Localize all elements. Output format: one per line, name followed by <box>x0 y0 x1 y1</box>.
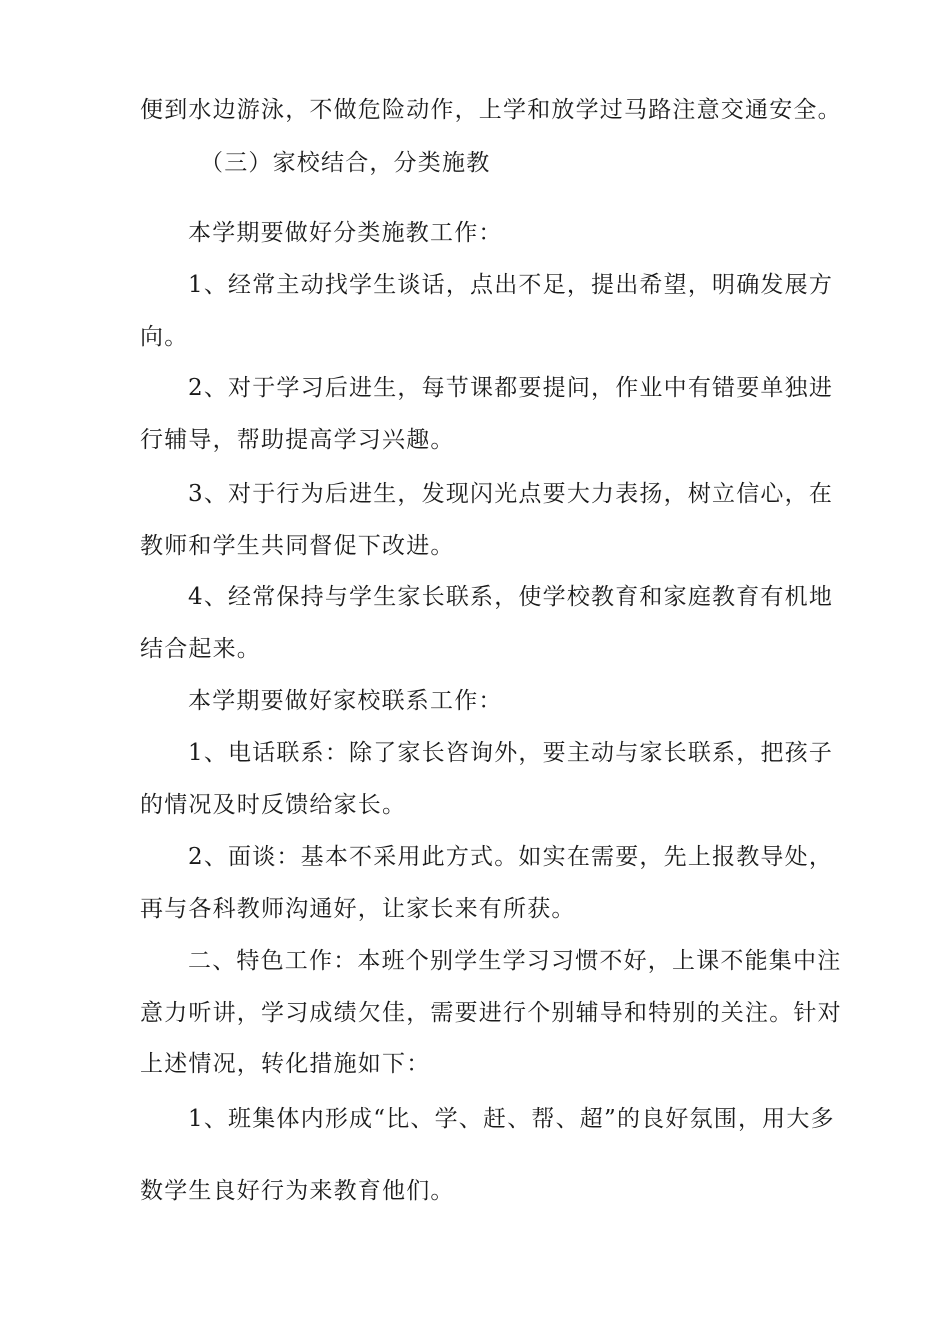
list-item-text: 1、班集体内形成“比、学、赶、帮、超”的良好氛围，用大多 <box>188 1106 835 1132</box>
list-item-continuation: 行辅导，帮助提高学习兴趣。 <box>140 427 455 453</box>
paragraph-intro: 本学期要做好家校联系工作： <box>188 688 503 714</box>
list-item-continuation: 教师和学生共同督促下改进。 <box>140 533 455 559</box>
list-item-text: 4、经常保持与学生家长联系，使学校教育和家庭教育有机地 <box>188 584 834 610</box>
list-item-continuation: 再与各科教师沟通好，让家长来有所获。 <box>140 896 576 922</box>
list-item-continuation: 结合起来。 <box>140 636 261 662</box>
body-text-line: 便到水边游泳，不做危险动作，上学和放学过马路注意交通安全。 <box>140 97 842 123</box>
list-item-continuation: 的情况及时反馈给家长。 <box>140 792 407 818</box>
list-item-continuation: 向。 <box>140 324 189 350</box>
list-item-text: 1、经常主动找学生谈话，点出不足，提出希望，明确发展方 <box>188 272 834 298</box>
paragraph-continuation: 意力听讲，学习成绩欠佳，需要进行个别辅导和特别的关注。针对 <box>140 1000 842 1026</box>
paragraph-intro: 本学期要做好分类施教工作： <box>188 220 503 246</box>
list-item-text: 3、对于行为后进生，发现闪光点要大力表扬，树立信心，在 <box>188 481 834 507</box>
list-item-text: 1、电话联系：除了家长咨询外，要主动与家长联系，把孩子 <box>188 740 834 766</box>
list-item-continuation: 数学生良好行为来教育他们。 <box>140 1178 455 1204</box>
section-paragraph: 二、特色工作：本班个别学生学习习惯不好，上课不能集中注 <box>188 948 842 974</box>
paragraph-continuation: 上述情况，转化措施如下： <box>140 1051 431 1077</box>
section-heading: （三）家校结合，分类施教 <box>200 150 491 176</box>
list-item-text: 2、对于学习后进生，每节课都要提问，作业中有错要单独进 <box>188 375 834 401</box>
list-item-text: 2、面谈：基本不采用此方式。如实在需要，先上报教导处， <box>188 844 834 870</box>
